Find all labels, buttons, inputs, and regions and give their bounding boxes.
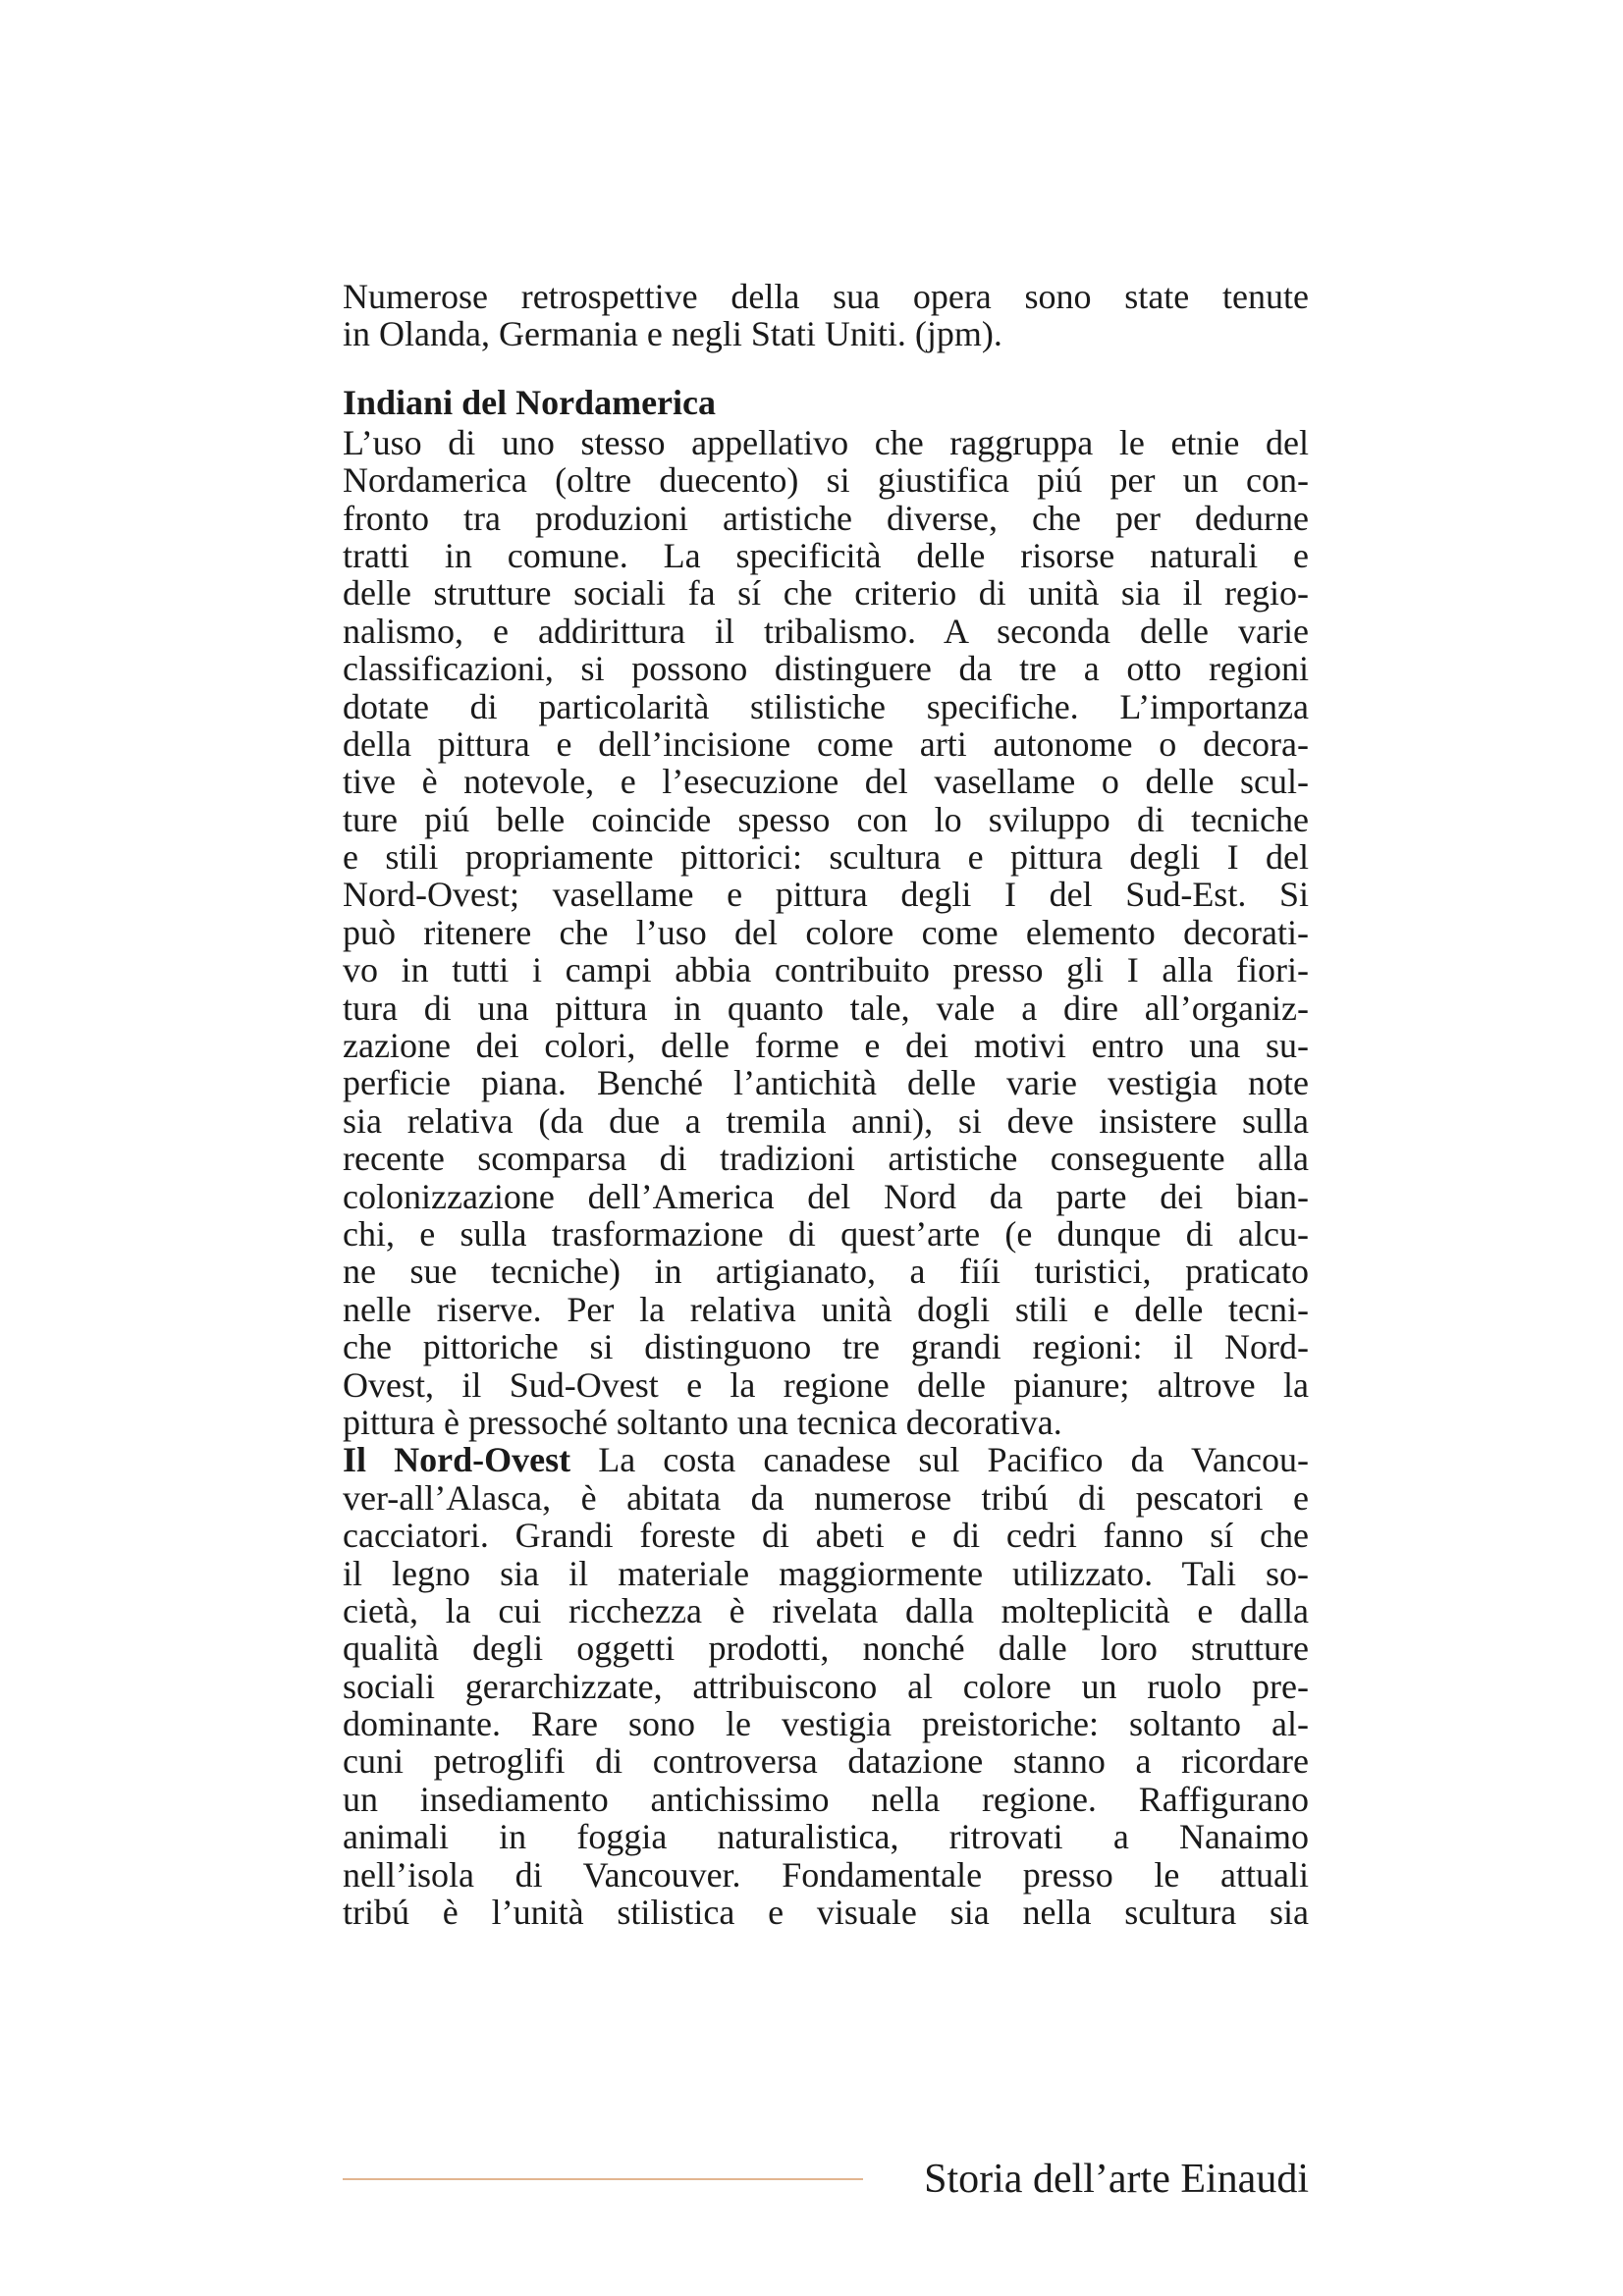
section-heading: Indiani del Nordamerica: [343, 382, 717, 422]
text-line: nell’isola di Vancouver. Fondamentale presso le attuali: [343, 1854, 1309, 1895]
intro-line: in Olanda, Germania e negli Stati Uniti. (jpm).: [343, 314, 1002, 354]
page-footer: [343, 2155, 1309, 2204]
section-spacer: [343, 353, 1309, 383]
paragraph-2: [343, 1441, 1309, 1931]
text-line: ver-all’Alasca, è abitata da numerose tribú di pescatori e: [343, 1477, 1309, 1518]
text-line: tratti in comune. La specificità delle risorse naturali e: [343, 535, 1309, 575]
text-line: può ritenere che l’uso del colore come elemento decorati-: [343, 912, 1309, 952]
intro-line: Numerose retrospettive della sua opera sono state tenute: [343, 277, 1309, 316]
text-line: pittura è pressoché soltanto una tecnica decorativa.: [343, 1402, 1062, 1442]
text-line: fronto tra produzioni artistiche diverse, che per dedurne: [343, 498, 1309, 538]
text-line: Nord-Ovest; vasellame e pittura degli I del Sud-Est. Si: [343, 875, 1309, 915]
text-line: L’uso di uno stesso appellativo che raggruppa le etnie del: [343, 422, 1309, 462]
text-line: un insediamento antichissimo nella regione. Raffigurano: [343, 1779, 1309, 1819]
paragraph-2-first-line-rest: La costa canadese sul Pacifico da Vancou-: [570, 1440, 1309, 1480]
text-line: tive è notevole, e l’esecuzione del vasellame o delle scul-: [343, 762, 1309, 802]
paragraph-1: [343, 424, 1309, 1442]
text-line: e stili propriamente pittorici: scultura e pittura degli I del: [343, 837, 1309, 878]
text-line: cietà, la cui ricchezza è rivelata dalla molteplicità e dalla: [343, 1590, 1309, 1630]
text-line: colonizzazione dell’America del Nord da parte dei bian-: [343, 1176, 1309, 1216]
text-line: chi, e sulla trasformazione di quest’arte (e dunque di alcu-: [343, 1213, 1309, 1254]
text-line: ture piú belle coincide spesso con lo sviluppo di tecniche: [343, 799, 1309, 839]
text-line: animali in foggia naturalistica, ritrovati a Nanaimo: [343, 1817, 1309, 1857]
paragraph-2-first-line: [343, 1441, 1309, 1478]
text-line: della pittura e dell’incisione come arti autonome o decora-: [343, 723, 1309, 764]
text-line: zazione dei colori, delle forme e dei motivi entro una su-: [343, 1026, 1309, 1066]
text-line: nalismo, e addirittura il tribalismo. A seconda delle varie: [343, 611, 1309, 651]
text-line: dotate di particolarità stilistiche specifiche. L’importanza: [343, 686, 1309, 726]
text-line: cuni petroglifi di controversa datazione stanno a ricordare: [343, 1741, 1309, 1782]
text-line: tribú è l’unità stilistica e visuale sia nella scultura sia: [343, 1893, 1309, 1933]
text-line: perficie piana. Benché l’antichità delle varie vestigia note: [343, 1063, 1309, 1103]
text-line: sia relativa (da due a tremila anni), si deve insistere sulla: [343, 1100, 1309, 1141]
footer-publication-title: Storia dell’arte Einaudi: [924, 2157, 1309, 2202]
text-line: sociali gerarchizzate, attribuiscono al colore un ruolo pre-: [343, 1666, 1309, 1706]
text-line: Nordamerica (oltre duecento) si giustifica piú per un con-: [343, 460, 1309, 501]
text-line: tura di una pittura in quanto tale, vale a dire all’organiz-: [343, 988, 1309, 1028]
text-line: delle strutture sociali fa sí che criterio di unità sia il regio-: [343, 573, 1309, 614]
text-line: Ovest, il Sud-Ovest e la regione delle pianure; altrove la: [343, 1364, 1309, 1405]
text-line: che pittoriche si distinguono tre grandi regioni: il Nord-: [343, 1327, 1309, 1367]
text-line: il legno sia il materiale maggiormente utilizzato. Tali so-: [343, 1553, 1309, 1593]
text-line: ne sue tecniche) in artigianato, a fiíi turistici, praticato: [343, 1252, 1309, 1292]
page-text: [343, 278, 1309, 1931]
text-line: vo in tutti i campi abbia contribuito presso gli I alla fiori-: [343, 950, 1309, 990]
text-line: recente scomparsa di tradizioni artistiche conseguente alla: [343, 1139, 1309, 1179]
text-line: cacciatori. Grandi foreste di abeti e di cedri fanno sí che: [343, 1516, 1309, 1556]
footer-rule: [343, 2178, 863, 2180]
text-line: dominante. Rare sono le vestigia preistoriche: soltanto al-: [343, 1704, 1309, 1744]
text-line: nelle riserve. Per la relativa unità dogli stili e delle tecni-: [343, 1289, 1309, 1329]
text-line: qualità degli oggetti prodotti, nonché dalle loro strutture: [343, 1629, 1309, 1669]
text-line: classificazioni, si possono distinguere da tre a otto regioni: [343, 649, 1309, 689]
subsection-lead: Il Nord-Ovest: [343, 1440, 571, 1480]
